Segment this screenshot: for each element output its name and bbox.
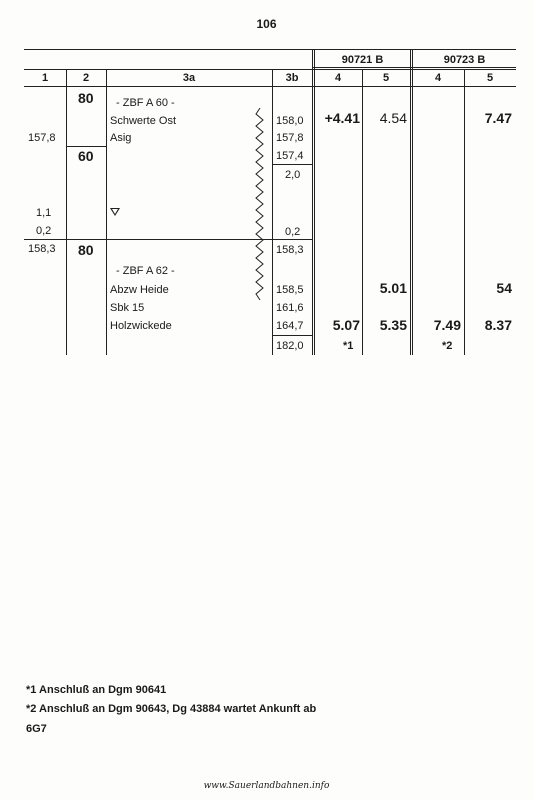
section-marker: - ZBF A 62 -: [116, 265, 175, 277]
column-header: 4: [434, 72, 442, 84]
time-value: 5.35: [379, 317, 407, 333]
track-zigzag-icon: [254, 108, 266, 300]
km-value: 158,3: [276, 244, 304, 256]
page-number: 106: [256, 17, 277, 31]
km-left: 158,3: [28, 243, 56, 255]
km-value: 0,2: [285, 226, 301, 238]
footnote: *2 Anschluß an Dgm 90643, Dg 43884 wartet Ankunft ab: [26, 703, 317, 715]
col-line-3: [272, 69, 273, 355]
col-line-5: [314, 49, 315, 355]
column-header: 3a: [182, 72, 196, 84]
footnote-ref: *2: [442, 340, 453, 352]
col-line-4: [312, 49, 313, 355]
km-value: 2,0: [285, 169, 301, 181]
train-number: 90723 B: [443, 54, 486, 66]
station-name: Asig: [110, 132, 132, 144]
km-value: 164,7: [276, 320, 304, 332]
col-line-7: [410, 49, 411, 355]
header-rule-upper: [312, 67, 516, 68]
column-header: 3b: [285, 72, 299, 84]
column-header: 4: [334, 72, 342, 84]
column-header: 2: [82, 72, 90, 84]
time-value: 4.54: [379, 110, 407, 126]
km-left: 157,8: [28, 132, 56, 144]
column-header: 5: [486, 72, 494, 84]
row-rule-02: [24, 239, 312, 240]
top-rule: [24, 49, 516, 50]
km-value: 157,4: [276, 150, 304, 162]
km-value: 158,5: [276, 284, 304, 296]
row-rule-1647: [272, 335, 312, 336]
time-value: +4.41: [324, 110, 360, 126]
km-value: 161,6: [276, 302, 304, 314]
row-rule-asig: [66, 146, 106, 147]
station-name: Sbk 15: [110, 302, 145, 314]
footnote: *1 Anschluß an Dgm 90641: [26, 684, 167, 696]
km-left: 1,1: [36, 207, 52, 219]
column-header: 1: [41, 72, 49, 84]
header-rule-lower: [24, 86, 516, 87]
page-code: 6G7: [26, 723, 47, 735]
col-line-8: [412, 49, 413, 355]
column-header: 5: [382, 72, 390, 84]
row-rule-1574: [272, 164, 312, 165]
signal-triangle-icon: [110, 208, 120, 216]
section-marker: - ZBF A 60 -: [116, 97, 175, 109]
speed-limit: 80: [78, 242, 94, 258]
train-number: 90721 B: [341, 54, 384, 66]
header-rule: [24, 69, 516, 70]
time-value: 5.01: [379, 280, 407, 296]
km-value: 182,0: [276, 340, 304, 352]
station-name: Holzwickede: [110, 320, 172, 332]
time-value: 7.49: [433, 317, 461, 333]
col-line-2: [106, 69, 107, 355]
station-name: Abzw Heide: [110, 284, 169, 296]
speed-limit: 60: [78, 148, 94, 164]
website-footer: www.Sauerlandbahnen.info: [203, 781, 330, 791]
speed-limit: 80: [78, 90, 94, 106]
station-name: Schwerte Ost: [110, 115, 177, 127]
km-value: 157,8: [276, 132, 304, 144]
time-value: 7.47: [484, 110, 512, 126]
footnote-ref: *1: [343, 340, 354, 352]
col-line-1: [66, 69, 67, 355]
time-value: 5.07: [332, 317, 360, 333]
km-left: 0,2: [36, 225, 52, 237]
time-value: 8.37: [484, 317, 512, 333]
km-value: 158,0: [276, 115, 304, 127]
time-value: 54: [496, 280, 512, 296]
